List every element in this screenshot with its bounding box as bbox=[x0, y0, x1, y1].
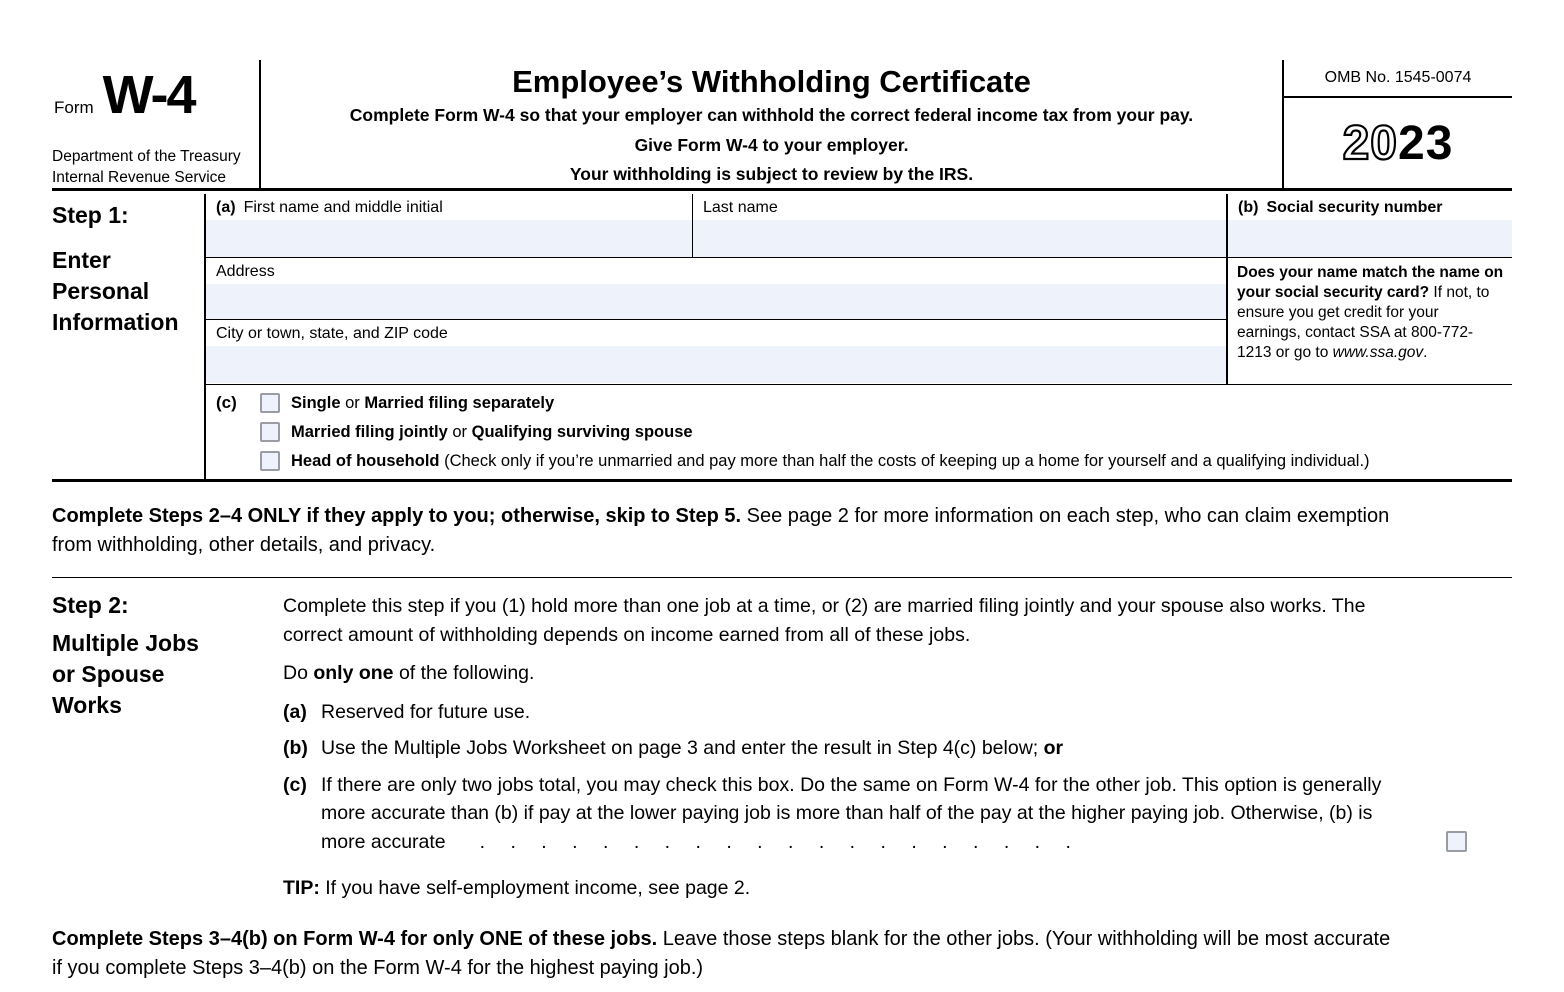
address-cell bbox=[206, 258, 1226, 320]
step2-do-line: Do only one of the following. bbox=[283, 662, 535, 684]
form-subtitle-2: Give Form W-4 to your employer. bbox=[634, 134, 909, 155]
step2-tip: TIP: If you have self-employment income, see page 2. bbox=[283, 877, 751, 899]
agency-line-1: Department of the Treasury bbox=[52, 148, 241, 165]
step2-item-a: (a) Reserved for future use. bbox=[283, 700, 531, 723]
ssn-prefix: (b) bbox=[1238, 199, 1259, 216]
last-name-label: Last name bbox=[703, 199, 778, 216]
step2-title: Multiple Jobs or Spouse Works bbox=[52, 630, 199, 718]
tax-year-outline: 20 bbox=[1342, 116, 1398, 170]
ssn-note-period: . bbox=[1423, 344, 1428, 361]
last-name-cell bbox=[693, 194, 1226, 257]
ssn-label: Social security number bbox=[1266, 199, 1443, 216]
form-word: Form bbox=[54, 98, 94, 117]
form-subtitle-3: Your withholding is subject to review by the IRS. bbox=[569, 164, 974, 184]
filing-status-prefix: (c) bbox=[216, 393, 237, 412]
agency-line-2: Internal Revenue Service bbox=[52, 169, 227, 186]
first-name-cell bbox=[206, 194, 693, 257]
footer-text: Leave those steps blank for the other jobs. (Your withholding will be most accurate if you complete Steps 3–4(b) on the Form W-4 for the highest paying job.) bbox=[52, 928, 1391, 979]
step1-section bbox=[52, 194, 1512, 482]
married-jointly-checkbox[interactable] bbox=[260, 422, 280, 442]
notice-bold: Complete Steps 2–4 ONLY if they apply to you; otherwise, skip to Step 5. bbox=[52, 505, 742, 527]
form-header bbox=[52, 60, 1512, 191]
first-name-prefix: (a) bbox=[216, 199, 236, 216]
ssn-cell bbox=[1228, 194, 1512, 258]
last-name-input[interactable] bbox=[693, 220, 1226, 257]
steps-3-4b-note bbox=[52, 925, 1397, 983]
step2-item-b: (b) Use the Multiple Jobs Worksheet on page 3 and enter the result in Step 4(c) below; or bbox=[283, 737, 1064, 759]
section-divider bbox=[52, 577, 1512, 578]
address-label: Address bbox=[216, 263, 275, 280]
dot-leader: . . . . . . . . . . . . . . . . . . . . bbox=[479, 830, 1071, 853]
step1-fields bbox=[204, 194, 1512, 479]
step2-heading bbox=[52, 592, 228, 721]
step2-body bbox=[283, 592, 1393, 903]
city-label: City or town, state, and ZIP code bbox=[216, 325, 448, 342]
omb-number: OMB No. 1545-0074 bbox=[1284, 60, 1512, 98]
tax-year-bold: 23 bbox=[1398, 116, 1454, 170]
footer-bold: Complete Steps 3–4(b) on Form W-4 for only ONE of these jobs. bbox=[52, 928, 658, 950]
city-cell bbox=[206, 320, 1226, 383]
filing-status-option-married-jointly: Married filing jointly or Qualifying surviving spouse bbox=[260, 422, 1370, 442]
step2-item-c: (c) If there are only two jobs total, you may check this box. Do the same on Form W-4 for the other job. This option is generally more accurate than (b) if pay at the lower paying job is more than half of the pay at the higher paying job. Otherwise, (b) is more accurate . . . . . . . . . . . . . . . . . . . . bbox=[283, 771, 1393, 857]
agency-block bbox=[52, 146, 259, 188]
first-name-input[interactable] bbox=[206, 220, 692, 257]
step1-title: Enter Personal Information bbox=[52, 247, 179, 335]
tax-year bbox=[1284, 98, 1512, 188]
ssn-note-bold: Does your name match the name on your social security card? bbox=[1237, 264, 1504, 301]
city-input[interactable] bbox=[206, 346, 1226, 383]
step2-label: Step 2: bbox=[52, 592, 129, 618]
form-number: W-4 bbox=[102, 65, 195, 125]
ssn-note-text: If not, to ensure you get credit for your earnings, contact SSA at 800-772-1213 or go to bbox=[1237, 284, 1490, 361]
first-name-label: First name and middle initial bbox=[243, 199, 443, 216]
form-title: Employee’s Withholding Certificate bbox=[512, 64, 1031, 99]
step2-intro: Complete this step if you (1) hold more than one job at a time, or (2) are married filing jointly and your spouse also works. The correct amount of withholding depends on income earned from all of these jobs. bbox=[283, 595, 1366, 646]
address-input[interactable] bbox=[206, 284, 1226, 319]
two-jobs-checkbox[interactable] bbox=[1446, 831, 1467, 852]
form-subtitle-1: Complete Form W-4 so that your employer can withhold the correct federal income tax from your pay. bbox=[349, 105, 1194, 125]
form-number-line bbox=[52, 64, 259, 138]
filing-status-option-single: Single or Married filing separately bbox=[260, 393, 1370, 413]
notice-text: See page 2 for more information on each step, who can claim exemption from withholding, other details, and privacy. bbox=[52, 505, 1390, 556]
filing-status-option-head-of-household: Head of household (Check only if you’re unmarried and pay more than half the costs of keeping up a home for yourself and a qualifying individual.) bbox=[260, 451, 1370, 471]
omb-year-block bbox=[1282, 60, 1512, 188]
filing-status-row bbox=[206, 385, 1512, 479]
steps-2-4-notice bbox=[52, 502, 1397, 560]
ssn-note-url: www.ssa.gov bbox=[1332, 344, 1424, 361]
form-id-block bbox=[52, 60, 261, 188]
step1-label: Step 1: bbox=[52, 202, 129, 228]
single-checkbox[interactable] bbox=[260, 393, 280, 413]
form-title-block bbox=[261, 60, 1282, 188]
step1-heading bbox=[52, 194, 202, 338]
ssn-match-note bbox=[1228, 258, 1512, 384]
ssn-input[interactable] bbox=[1228, 220, 1512, 257]
head-of-household-checkbox[interactable] bbox=[260, 451, 280, 471]
